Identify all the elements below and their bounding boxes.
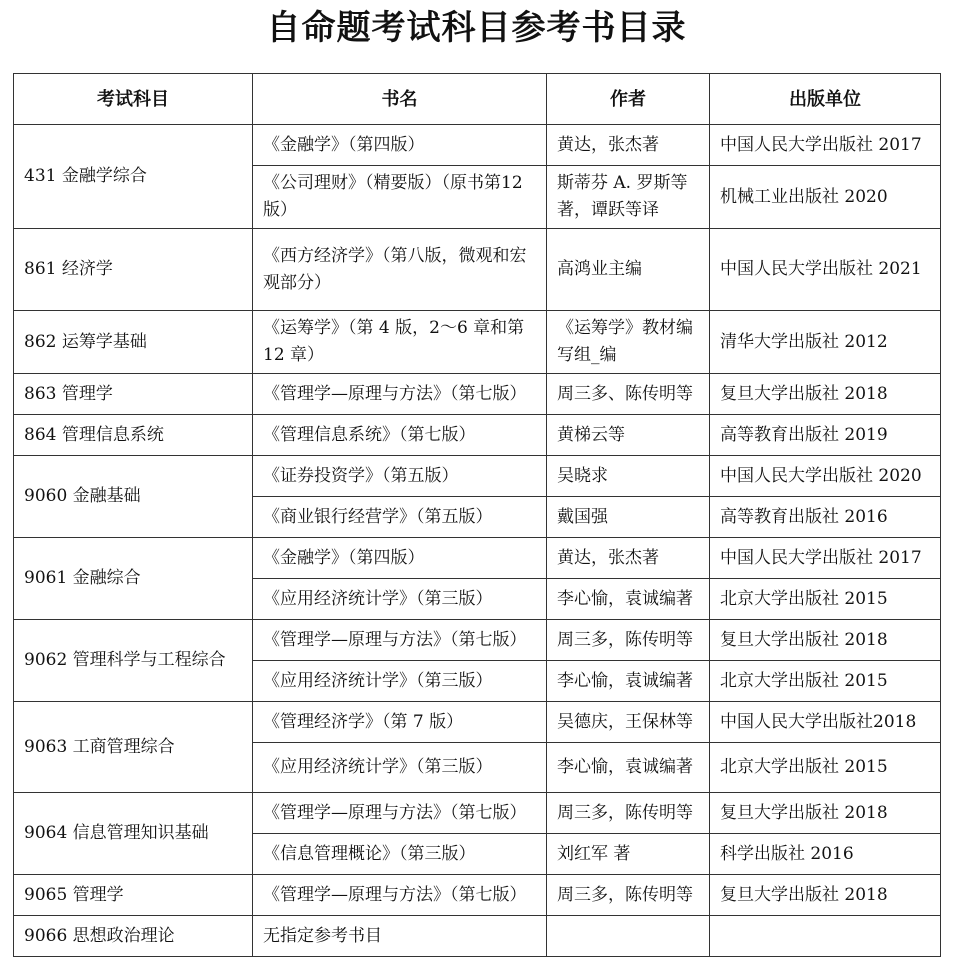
author-cell: 吴晓求 xyxy=(547,456,710,497)
publisher-cell: 北京大学出版社 2015 xyxy=(710,743,941,793)
publisher-cell: 复旦大学出版社 2018 xyxy=(710,793,941,834)
author-cell: 周三多，陈传明等 xyxy=(547,875,710,916)
table-row xyxy=(14,620,941,661)
book-name-cell: 《管理学—原理与方法》（第七版） xyxy=(253,875,547,916)
book-name-cell: 《信息管理概论》（第三版） xyxy=(253,834,547,875)
book-name-cell: 《管理学—原理与方法》（第七版） xyxy=(253,620,547,661)
book-name-cell: 《应用经济统计学》（第三版） xyxy=(253,579,547,620)
table-row xyxy=(14,229,941,311)
table-row xyxy=(14,415,941,456)
publisher-cell: 高等教育出版社 2019 xyxy=(710,415,941,456)
author-cell: 吴德庆，王保林等 xyxy=(547,702,710,743)
author-cell: 周三多，陈传明等 xyxy=(547,620,710,661)
publisher-cell: 中国人民大学出版社 2017 xyxy=(710,125,941,166)
book-name-cell: 《西方经济学》（第八版，微观和宏观部分） xyxy=(253,229,547,311)
publisher-cell: 中国人民大学出版社 2021 xyxy=(710,229,941,311)
book-name-cell: 《商业银行经营学》（第五版） xyxy=(253,497,547,538)
book-name-cell: 《管理学—原理与方法》（第七版） xyxy=(253,793,547,834)
table-row xyxy=(14,702,941,743)
book-name-cell: 《管理信息系统》（第七版） xyxy=(253,415,547,456)
header-book-name: 书名 xyxy=(253,74,547,125)
subject-cell: 861 经济学 xyxy=(14,229,253,311)
book-name-cell: 《金融学》（第四版） xyxy=(253,538,547,579)
subject-cell: 862 运筹学基础 xyxy=(14,311,253,374)
book-name-cell: 《运筹学》（第 4 版，2～6 章和第12 章） xyxy=(253,311,547,374)
subject-cell: 9061 金融综合 xyxy=(14,538,253,620)
author-cell: 黄梯云等 xyxy=(547,415,710,456)
book-name-cell: 《金融学》（第四版） xyxy=(253,125,547,166)
subject-cell: 9062 管理科学与工程综合 xyxy=(14,620,253,702)
publisher-cell: 机械工业出版社 2020 xyxy=(710,166,941,229)
book-name-cell: 《公司理财》（精要版）（原书第12 版） xyxy=(253,166,547,229)
publisher-cell: 复旦大学出版社 2018 xyxy=(710,620,941,661)
publisher-cell xyxy=(710,916,941,957)
table-row xyxy=(14,875,941,916)
table-row xyxy=(14,538,941,579)
author-cell: 周三多，陈传明等 xyxy=(547,793,710,834)
author-cell: 李心愉，袁诚编著 xyxy=(547,743,710,793)
author-cell: 黄达，张杰著 xyxy=(547,125,710,166)
author-cell: 李心愉，袁诚编著 xyxy=(547,661,710,702)
publisher-cell: 中国人民大学出版社 2017 xyxy=(710,538,941,579)
author-cell: 周三多、陈传明等 xyxy=(547,374,710,415)
subject-cell: 9060 金融基础 xyxy=(14,456,253,538)
table-row xyxy=(14,916,941,957)
subject-cell: 9066 思想政治理论 xyxy=(14,916,253,957)
subject-cell: 9063 工商管理综合 xyxy=(14,702,253,793)
publisher-cell: 中国人民大学出版社 2020 xyxy=(710,456,941,497)
book-name-cell: 《管理经济学》（第 7 版） xyxy=(253,702,547,743)
table-row xyxy=(14,374,941,415)
header-author: 作者 xyxy=(547,74,710,125)
author-cell xyxy=(547,916,710,957)
table-row xyxy=(14,456,941,497)
table-row xyxy=(14,793,941,834)
publisher-cell: 清华大学出版社 2012 xyxy=(710,311,941,374)
publisher-cell: 中国人民大学出版社2018 xyxy=(710,702,941,743)
subject-cell: 864 管理信息系统 xyxy=(14,415,253,456)
subject-cell: 431 金融学综合 xyxy=(14,125,253,229)
subject-cell: 863 管理学 xyxy=(14,374,253,415)
author-cell: 戴国强 xyxy=(547,497,710,538)
author-cell: 高鸿业主编 xyxy=(547,229,710,311)
publisher-cell: 科学出版社 2016 xyxy=(710,834,941,875)
author-cell: 斯蒂芬 A. 罗斯等著，谭跃等译 xyxy=(547,166,710,229)
book-name-cell: 《证券投资学》（第五版） xyxy=(253,456,547,497)
subject-cell: 9065 管理学 xyxy=(14,875,253,916)
reference-book-table xyxy=(13,73,941,957)
header-subject: 考试科目 xyxy=(14,74,253,125)
book-name-cell: 《应用经济统计学》（第三版） xyxy=(253,661,547,702)
book-name-cell: 《应用经济统计学》（第三版） xyxy=(253,743,547,793)
table-row xyxy=(14,125,941,166)
publisher-cell: 复旦大学出版社 2018 xyxy=(710,875,941,916)
publisher-cell: 北京大学出版社 2015 xyxy=(710,661,941,702)
author-cell: 黄达，张杰著 xyxy=(547,538,710,579)
page-title: 自命题考试科目参考书目录 xyxy=(266,8,687,48)
author-cell: 李心愉，袁诚编著 xyxy=(547,579,710,620)
author-cell: 刘红军 著 xyxy=(547,834,710,875)
publisher-cell: 高等教育出版社 2016 xyxy=(710,497,941,538)
subject-cell: 9064 信息管理知识基础 xyxy=(14,793,253,875)
author-cell: 《运筹学》教材编写组_编 xyxy=(547,311,710,374)
header-publisher: 出版单位 xyxy=(710,74,941,125)
book-name-cell: 《管理学—原理与方法》（第七版） xyxy=(253,374,547,415)
book-name-cell: 无指定参考书目 xyxy=(253,916,547,957)
table-row xyxy=(14,311,941,374)
table-header-row xyxy=(14,74,941,125)
publisher-cell: 北京大学出版社 2015 xyxy=(710,579,941,620)
publisher-cell: 复旦大学出版社 2018 xyxy=(710,374,941,415)
